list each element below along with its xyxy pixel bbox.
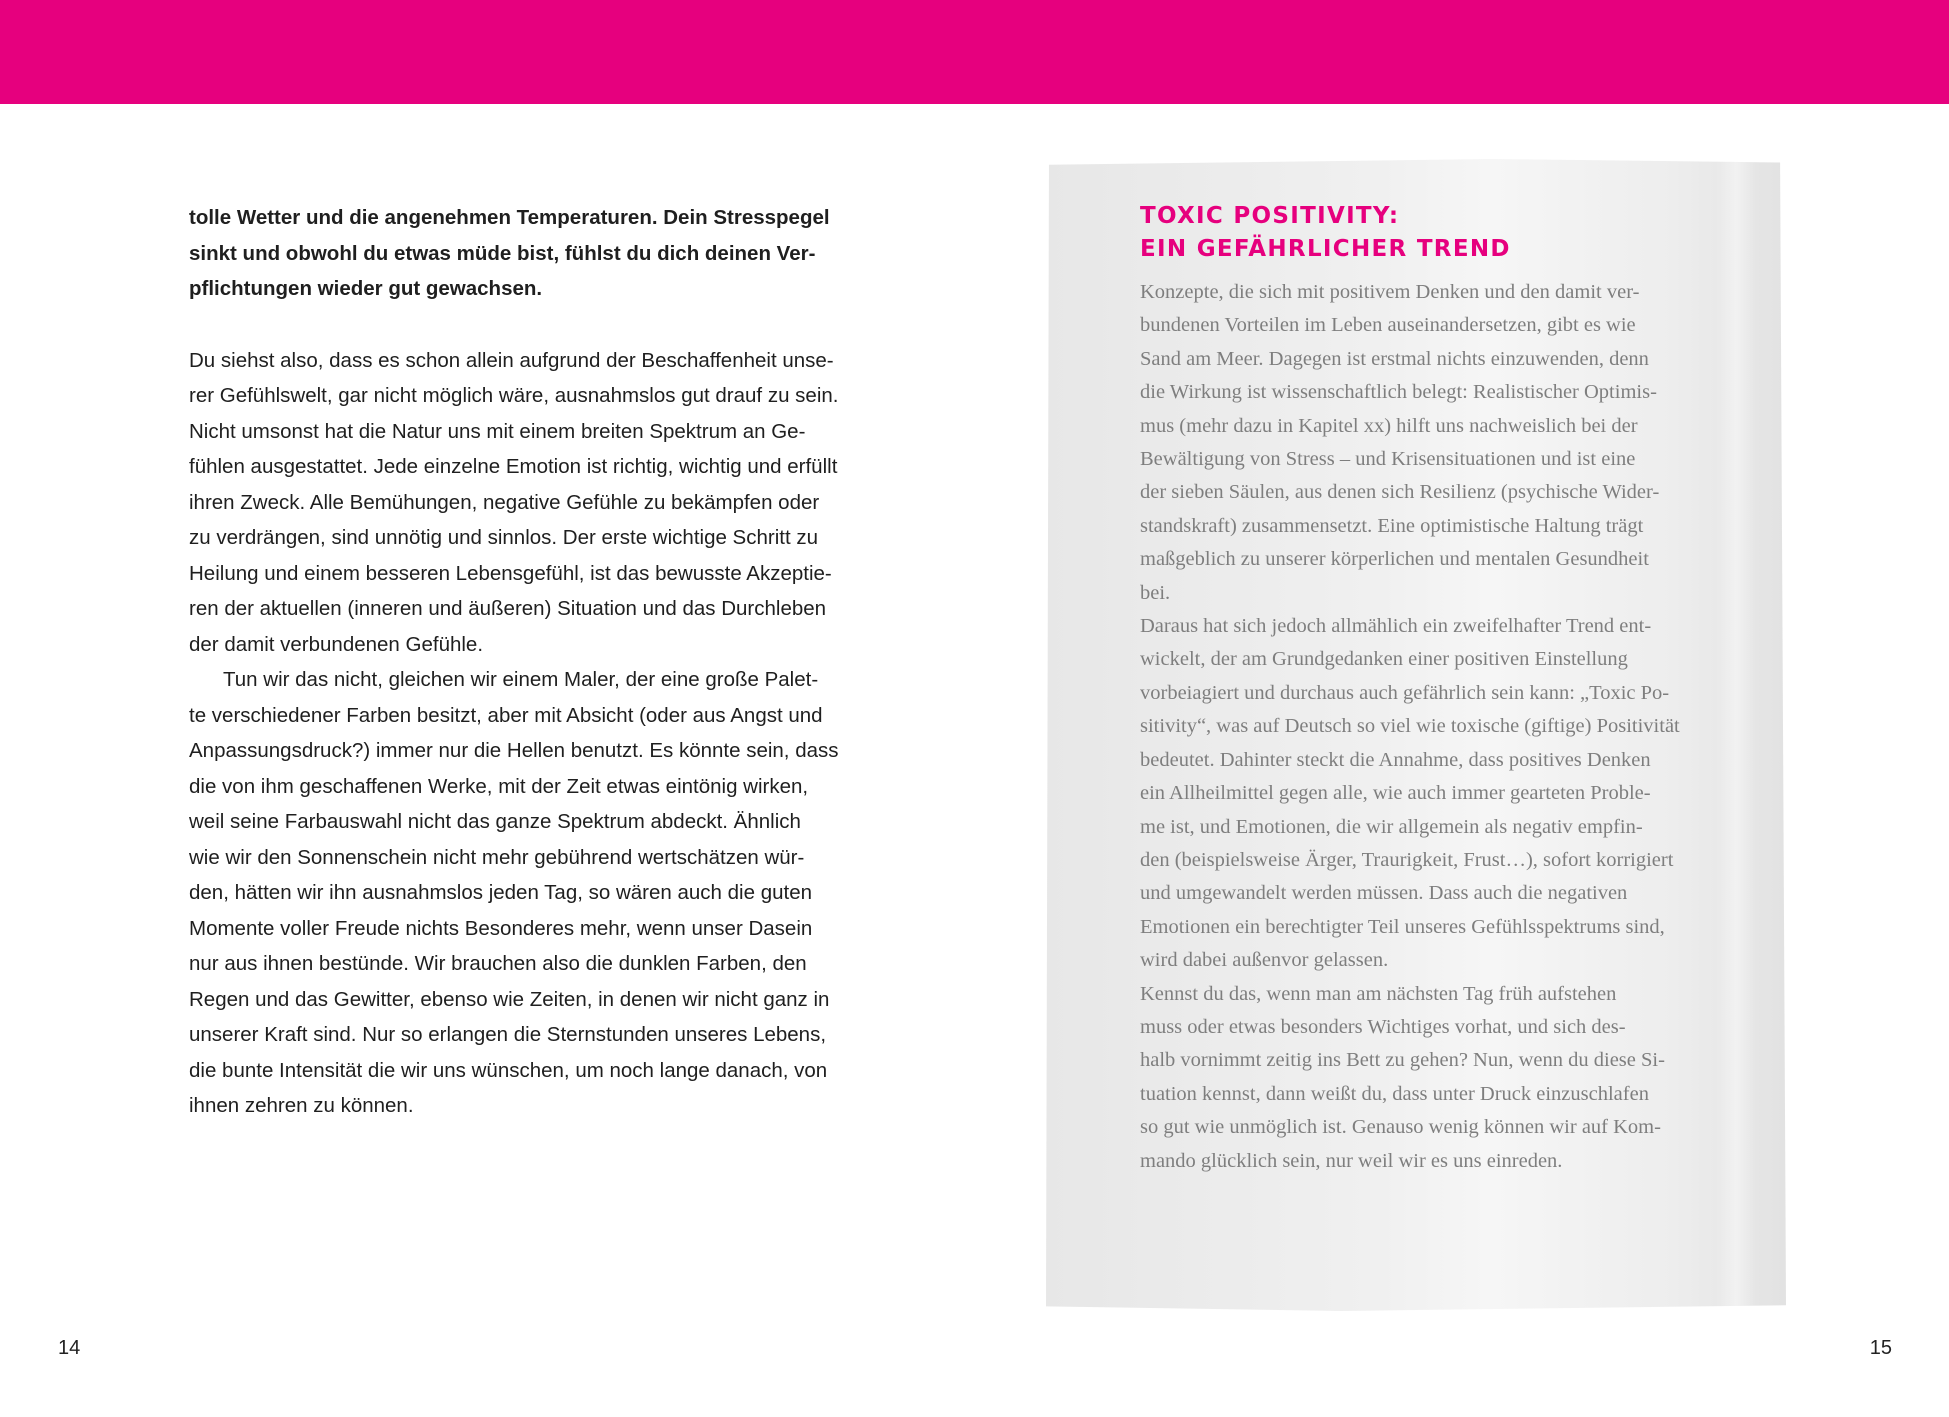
text-line: Regen und das Gewitter, ebenso wie Zeiten, in denen wir nicht ganz in <box>189 987 830 1011</box>
text-line: ihren Zweck. Alle Bemühungen, negative Gefühle zu bekämpfen oder <box>189 490 820 514</box>
text-line: die Wirkung ist wissenschaftlich belegt: Realistischer Optimis- <box>1140 381 1657 404</box>
text-line: fühlen ausgestattet. Jede einzelne Emotion ist richtig, wichtig und erfüllt <box>189 455 838 478</box>
text-line: Daraus hat sich jedoch allmählich ein zweifelhafter Trend ent- <box>1140 615 1652 638</box>
text-line: Anpassungsdruck?) immer nur die Hellen benutzt. Es könnte sein, dass <box>189 739 839 762</box>
text-line: Momente voller Freude nichts Besonderes mehr, wenn unser Dasein <box>189 916 813 940</box>
text-line: Konzepte, die sich mit positivem Denken und den damit ver- <box>1140 281 1640 303</box>
text-line: halb vornimmt zeitig ins Bett zu gehen? Nun, wenn du diese Si- <box>1140 1049 1665 1072</box>
text-line: Bewältigung von Stress – und Krisensituationen und ist eine <box>1140 448 1636 471</box>
text-line: bundenen Vorteilen im Leben auseinandersetzen, gibt es wie <box>1140 314 1636 337</box>
text-line: sitivity“, was auf Deutsch so viel wie toxische (giftige) Positivität <box>1140 715 1680 738</box>
text-line: Nicht umsonst hat die Natur uns mit einem breiten Spektrum an Ge- <box>189 419 806 443</box>
text-line: mando glücklich sein, nur weil wir es uns einreden. <box>1140 1149 1563 1172</box>
text-line: rer Gefühlswelt, gar nicht möglich wäre, ausnahmslos gut drauf zu sein. <box>189 384 839 407</box>
text-line: bei. <box>1140 581 1171 604</box>
text-line: den (beispielsweise Ärger, Traurigkeit, Frust…), sofort korrigiert <box>1140 848 1674 871</box>
text-line: mus (mehr dazu in Kapitel xx) hilft uns nachweislich bei der <box>1140 414 1638 437</box>
text-line: wickelt, der am Grundgedanken einer positiven Einstellung <box>1140 648 1628 671</box>
text-line: bedeutet. Dahinter steckt die Annahme, dass positives Denken <box>1140 748 1651 771</box>
text-line: so gut wie unmöglich ist. Genauso wenig können wir auf Kom- <box>1140 1116 1661 1139</box>
text-line: standskraft) zusammensetzt. Eine optimistische Haltung trägt <box>1140 514 1644 537</box>
text-line: Sand am Meer. Dagegen ist erstmal nichts einzuwenden, denn <box>1140 347 1649 370</box>
text-line: muss oder etwas besonders Wichtiges vorhat, und sich des- <box>1140 1015 1626 1038</box>
page-number-left: 14 <box>58 1337 81 1359</box>
text-line: Du siehst also, dass es schon allein aufgrund der Beschaffenheit unse- <box>189 348 834 372</box>
box-title-line-1: TOXIC POSITIVITY: <box>1140 203 1400 229</box>
text-line: wie wir den Sonnenschein nicht mehr gebührend wertschätzen wür- <box>189 845 805 869</box>
text-line: die von ihm geschaffenen Werke, mit der Zeit etwas eintönig wirken, <box>189 774 809 798</box>
text-line: me ist, und Emotionen, die wir allgemein als negativ empfin- <box>1140 815 1643 838</box>
page-number-right: 15 <box>1869 1337 1892 1359</box>
magenta-header-bar <box>0 0 1949 104</box>
body-paragraph-2 <box>189 662 851 1124</box>
intro-paragraph <box>189 200 851 307</box>
text-line: ein Allheilmittel gegen alle, wie auch immer gearteten Proble- <box>1140 782 1651 805</box>
text-line: zu verdrängen, sind unnötig und sinnlos. Der erste wichtige Schritt zu <box>189 526 819 549</box>
text-line: Tun wir das nicht, gleichen wir einem Maler, der eine große Palet- <box>223 668 819 691</box>
text-line: sinkt und obwohl du etwas müde bist, fühlst du dich deinen Ver- <box>189 241 816 265</box>
text-line: wird dabei außenvor gelassen. <box>1140 949 1389 972</box>
text-line: te verschiedener Farben besitzt, aber mit Absicht (oder aus Angst und <box>189 703 823 727</box>
text-line: Emotionen ein berechtigter Teil unseres Gefühlsspektrums sind, <box>1140 915 1665 938</box>
text-line: vorbeiagiert und durchaus auch gefährlich sein kann: „Toxic Po- <box>1140 681 1670 704</box>
text-line: die bunte Intensität die wir uns wünschen, um noch lange danach, von <box>189 1058 828 1082</box>
box-title-line-2: EIN GEFÄHRLICHER TREND <box>1140 236 1511 262</box>
text-line: Heilung und einem besseren Lebensgefühl, ist das bewusste Akzeptie- <box>189 561 832 585</box>
text-line: den, hätten wir ihn ausnahmslos jeden Tag, so wären auch die guten <box>189 881 813 904</box>
text-line: unserer Kraft sind. Nur so erlangen die Sternstunden unseres Lebens, <box>189 1023 827 1046</box>
text-line: pflichtungen wieder gut gewachsen. <box>189 277 543 300</box>
text-line: tolle Wetter und die angenehmen Temperaturen. Dein Stresspegel <box>189 206 830 229</box>
toxic-positivity-box <box>1140 200 1740 1178</box>
box-title <box>1140 200 1740 266</box>
text-line: maßgeblich zu unserer körperlichen und mentalen Gesundheit <box>1140 548 1649 571</box>
text-line: der sieben Säulen, aus denen sich Resilienz (psychische Wider- <box>1140 481 1660 504</box>
box-body-text <box>1140 276 1740 1178</box>
text-line: Kennst du das, wenn man am nächsten Tag früh aufstehen <box>1140 982 1617 1005</box>
text-line: der damit verbundenen Gefühle. <box>189 632 484 656</box>
text-line: nur aus ihnen bestünde. Wir brauchen also die dunklen Farben, den <box>189 952 807 975</box>
body-paragraph-1 <box>189 343 851 663</box>
text-line: tuation kennst, dann weißt du, dass unter Druck einzuschlafen <box>1140 1082 1649 1105</box>
left-page-text <box>189 200 851 1124</box>
text-line: ihnen zehren zu können. <box>189 1094 414 1117</box>
text-line: weil seine Farbauswahl nicht das ganze Spektrum abdeckt. Ähnlich <box>189 810 801 833</box>
text-line: und umgewandelt werden müssen. Dass auch die negativen <box>1140 882 1628 905</box>
text-line: ren der aktuellen (inneren und äußeren) Situation und das Durchleben <box>189 597 827 620</box>
